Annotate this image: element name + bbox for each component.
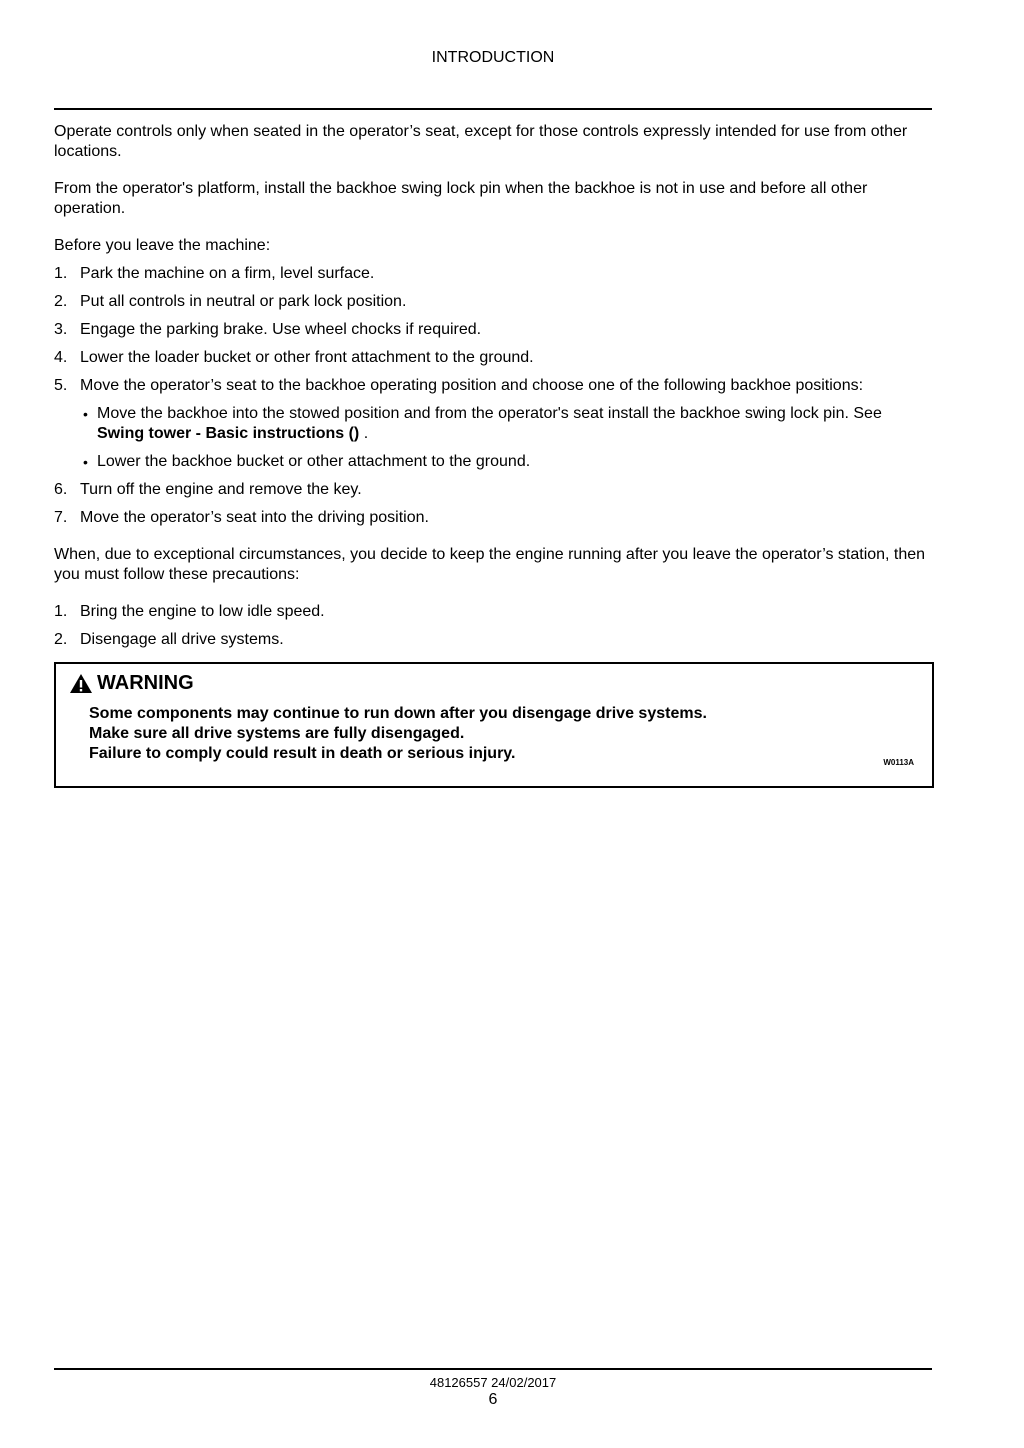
list-item: 6. Turn off the engine and remove the key. xyxy=(54,481,362,498)
list-item: 4. Lower the loader bucket or other front attachment to the ground. xyxy=(54,349,534,366)
header-rule xyxy=(54,108,932,110)
list-item: 5. Move the operator’s seat to the backhoe operating position and choose one of the following backhoe positions: • Move the backhoe into the stowed position and from the operator's seat install the backhoe swing lock pin. See Swing tower - Basic instructions () . • Lower the backhoe bucket or other attachment to the ground. xyxy=(54,376,932,472)
paragraph-swing-lock: From the operator's platform, install the backhoe swing lock pin when the backhoe is not in use and before all other operation. xyxy=(54,180,868,217)
leave-machine-steps xyxy=(54,264,932,528)
paragraph-exceptional: When, due to exceptional circumstances, you decide to keep the engine running after you leave the operator’s station, then you must follow these precautions: xyxy=(54,546,926,583)
page-header-title: INTRODUCTION xyxy=(431,49,555,66)
precaution-steps xyxy=(54,602,932,650)
warning-box xyxy=(54,662,934,788)
list-item: 2. Put all controls in neutral or park lock position. xyxy=(54,293,407,310)
warning-line: Failure to comply could result in death or serious injury. xyxy=(89,745,516,762)
list-item: 1. Bring the engine to low idle speed. xyxy=(54,603,325,620)
warning-line: Make sure all drive systems are fully disengaged. xyxy=(89,725,465,742)
sub-list-item: • Move the backhoe into the stowed position and from the operator's seat install the backhoe swing lock pin. See Swing tower - Basic instructions () . xyxy=(83,405,882,442)
warning-heading xyxy=(69,672,194,695)
swing-tower-link[interactable]: Swing tower - Basic instructions () xyxy=(97,425,360,442)
backhoe-position-options xyxy=(71,404,932,472)
warning-title: WARNING xyxy=(97,672,194,694)
list-item: 1. Park the machine on a firm, level surface. xyxy=(54,265,375,282)
footer-rule xyxy=(54,1368,932,1370)
warning-code: W0113A xyxy=(883,758,914,767)
list-item: 3. Engage the parking brake. Use wheel chocks if required. xyxy=(54,321,482,338)
paragraph-before-leave: Before you leave the machine: xyxy=(54,237,271,254)
warning-text xyxy=(89,704,707,764)
footer-doc-code: 48126557 24/02/2017 xyxy=(429,1375,557,1390)
warning-line: Some components may continue to run down after you disengage drive systems. xyxy=(89,705,707,722)
page-content xyxy=(54,122,932,658)
footer-page-number: 6 xyxy=(488,1391,498,1408)
sub-list-item: • Lower the backhoe bucket or other attachment to the ground. xyxy=(83,453,531,470)
paragraph-controls: Operate controls only when seated in the operator’s seat, except for those controls expressly intended for use from other locations. xyxy=(54,123,908,160)
list-item: 7. Move the operator’s seat into the driving position. xyxy=(54,509,429,526)
warning-triangle-icon xyxy=(69,673,93,694)
list-item: 2. Disengage all drive systems. xyxy=(54,631,284,648)
